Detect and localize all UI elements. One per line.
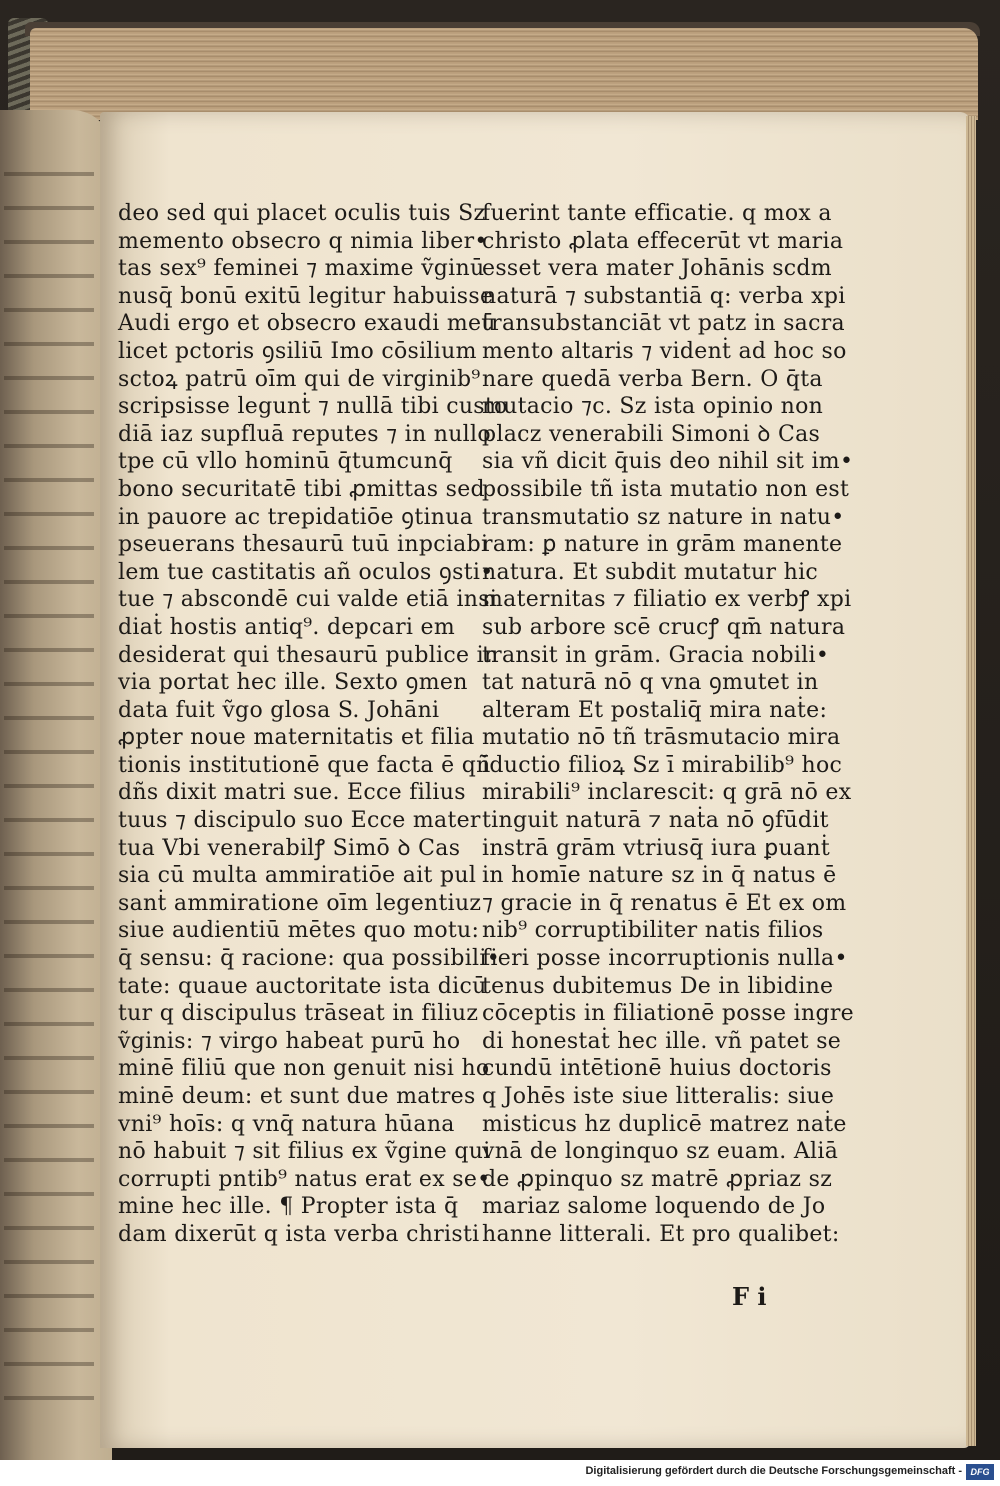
- text-line: tas sex⁹ feminei ⁊ maxime ṽginū: [118, 256, 485, 282]
- text-line: transubstanciāt vt patz in sacra: [482, 311, 845, 337]
- text-line: pseuerans thesaurū tuū inpciabi: [118, 532, 489, 558]
- text-line: minē deum: et sunt due matres: [118, 1084, 476, 1109]
- text-line: ꝓpter noue maternitatis et filia: [118, 725, 475, 751]
- text-line: transmutatio sz nature in natu•: [482, 504, 845, 530]
- dfg-logo: DFG: [966, 1464, 994, 1480]
- text-line: cōceptis in filiationē posse ingre: [482, 1001, 854, 1027]
- text-line: tat naturā nō q vna ꝯmutet in: [482, 670, 819, 696]
- right-text-column: [482, 200, 854, 1249]
- text-line: naturā ⁊ substantiā q: verba xpi: [482, 283, 846, 309]
- text-line: scripsisse legunṫ ⁊ nullā tibi custo: [118, 394, 508, 420]
- text-line: tue ⁊ abscondē cui valde etiā insi: [118, 587, 498, 613]
- text-line: memento obsecro q nimia liber•: [118, 228, 488, 254]
- text-line: tua Vbi venerabilꝭ Simō ꝺ Cas: [118, 835, 461, 861]
- text-line: minē filiū que non genuit nisi ho: [118, 1056, 490, 1082]
- text-line: maternitas ⁊ filiatio ex verbꝭ xpi: [482, 587, 852, 613]
- text-line: sctoꝝ patrū oīm qui de virginib⁹: [118, 366, 481, 392]
- text-line: tur q discipulus trāseat in filiuz: [118, 1001, 479, 1027]
- text-line: via portat hec ille. Sexto ꝯmen: [118, 670, 468, 696]
- text-line: ⁊ gracie in q̄ renatus ē Et ex om: [482, 890, 847, 916]
- signature-mark: F i: [732, 1282, 767, 1311]
- text-line: cundū intētionē huius doctoris: [482, 1056, 832, 1082]
- text-line: sanṫ ammiratione oīm legentiuz: [118, 890, 482, 916]
- text-line: tuus ⁊ discipulo suo Ecce mater: [118, 808, 481, 834]
- text-line: ṽginis: ⁊ virgo habeat purū ho: [118, 1028, 461, 1054]
- text-line: corrupti pntib⁹ natus erat ex se•: [118, 1166, 491, 1192]
- text-line: q Johēs iste siue litteralis: siue: [482, 1084, 835, 1109]
- funding-credit: Digitalisierung gefördert durch die Deutsche Forschungsgemeinschaft -: [585, 1465, 962, 1477]
- text-line: mirabili⁹ inclarescit: q grā nō ex: [482, 780, 852, 806]
- text-line: desiderat qui thesaurū publice in: [118, 642, 499, 668]
- text-line: siue audientiū mētes quo motu:: [118, 918, 480, 944]
- text-line: transit in grām. Gracia nobili•: [482, 642, 830, 668]
- text-line: di honestaṫ hec ille. vñ patet se: [482, 1028, 842, 1054]
- text-line: deo sed qui placet oculis tuis Sz: [118, 201, 486, 226]
- text-line: sub arbore scē crucꝭ qm̄ natura: [482, 614, 846, 640]
- text-line: hanne litterali. Et pro qualibet:: [482, 1221, 840, 1247]
- text-line: esset vera mater Johānis scdm: [482, 256, 832, 282]
- text-line: diaṫ hostis antiq⁹. depcari em: [118, 614, 456, 640]
- page-block-top-edge: [30, 28, 978, 120]
- page-fore-edge: [966, 116, 976, 1446]
- text-line: possibile tñ ista mutatio non est: [482, 476, 850, 502]
- text-line: dñs dixit matri sue. Ecce filius: [118, 780, 466, 806]
- text-line: sia cū multa ammiratiōe ait pul: [118, 863, 477, 889]
- text-line: mutatio nō tñ trāsmutacio mira: [482, 725, 841, 751]
- text-line: vni⁹ hoīs: q vnq̄ natura hūana: [118, 1111, 455, 1137]
- text-line: tate: quaue auctoritate ista dicū: [118, 973, 487, 999]
- text-line: natura. Et subdit mutatur hic: [482, 559, 819, 585]
- text-line: licet pctoris ꝯsiliū Imo cōsilium: [118, 338, 477, 364]
- text-line: nare quedā verba Bern. O q̄ta: [482, 366, 823, 392]
- text-line: fuerint tante efficatie. q mox a: [482, 201, 832, 226]
- text-line: īductio filioꝝ Sz ī mirabilib⁹ hoc: [482, 752, 843, 778]
- text-line: dam dixerūt q ista verba christi: [118, 1221, 480, 1247]
- text-line: mine hec ille. ¶ Propter ista q̄: [118, 1194, 459, 1220]
- left-text-column: [118, 200, 508, 1249]
- text-line: bono securitatē tibi ꝓmittas sed: [118, 476, 485, 502]
- text-line: mento altaris ⁊ videnṫ ad hoc so: [482, 338, 847, 364]
- text-line: data fuit ṽgo glosa S. Johāni: [118, 697, 440, 723]
- text-line: nusq̄ bonū exitū legitur habuisse: [118, 283, 494, 309]
- text-line: de ꝓpinquo sz matrē ꝓpriaz sz: [482, 1166, 833, 1192]
- text-line: placz venerabili Simoni ꝺ Cas: [482, 421, 821, 447]
- text-line: instrā grām vtriusq̄ iura ꝑuanṫ: [482, 835, 830, 861]
- text-line: diā iaz supfluā reputes ⁊ in nullo: [118, 421, 491, 447]
- text-line: in pauore ac trepidatiōe ꝯtinua: [118, 504, 474, 530]
- text-line: lem tue castitatis añ oculos ꝯsti•: [118, 559, 494, 585]
- text-line: tinguit naturā ⁊ naṫa nō ꝯfūdit: [482, 808, 829, 834]
- footer-bar: [0, 1460, 1000, 1486]
- text-line: in homīe nature sz in q̄ natus ē: [482, 863, 837, 889]
- text-line: tionis institutionē que facta ē qñ: [118, 752, 491, 778]
- text-line: mutacio ⁊c. Sz ista opinio non: [482, 394, 824, 420]
- text-line: tpe cū vllo hominū q̄tumcunq̄: [118, 449, 453, 475]
- text-line: sia vñ dicit q̄uis deo nihil sit im•: [482, 449, 854, 475]
- text-line: fieri posse incorruptionis nulla•: [482, 946, 848, 972]
- text-line: nib⁹ corruptibiliter natis filios: [482, 918, 824, 944]
- text-line: alteram Et postaliq̄ mira naṫe:: [482, 697, 828, 723]
- text-line: q̄ sensu: q̄ racione: qua possibili•: [118, 946, 500, 972]
- text-line: ram: ꝑ nature in grām manente: [482, 532, 843, 558]
- text-line: tenus dubitemus De in libidine: [482, 973, 834, 999]
- left-page-text-shadow: [4, 150, 94, 1400]
- text-line: christo ꝓlata effecerūt vt maria: [482, 228, 844, 254]
- left-page-curl: [0, 110, 112, 1460]
- text-line: mariaz salome loquendo de Jo: [482, 1194, 826, 1220]
- text-line: vnā de longinquo sz euam. Aliā: [482, 1139, 839, 1165]
- text-line: nō habuit ⁊ sit filius ex ṽgine qui: [118, 1139, 491, 1165]
- text-line: Audi ergo et obsecro exaudi meū: [118, 311, 496, 337]
- text-line: misticus hz duplicē matrez naṫe: [482, 1111, 847, 1137]
